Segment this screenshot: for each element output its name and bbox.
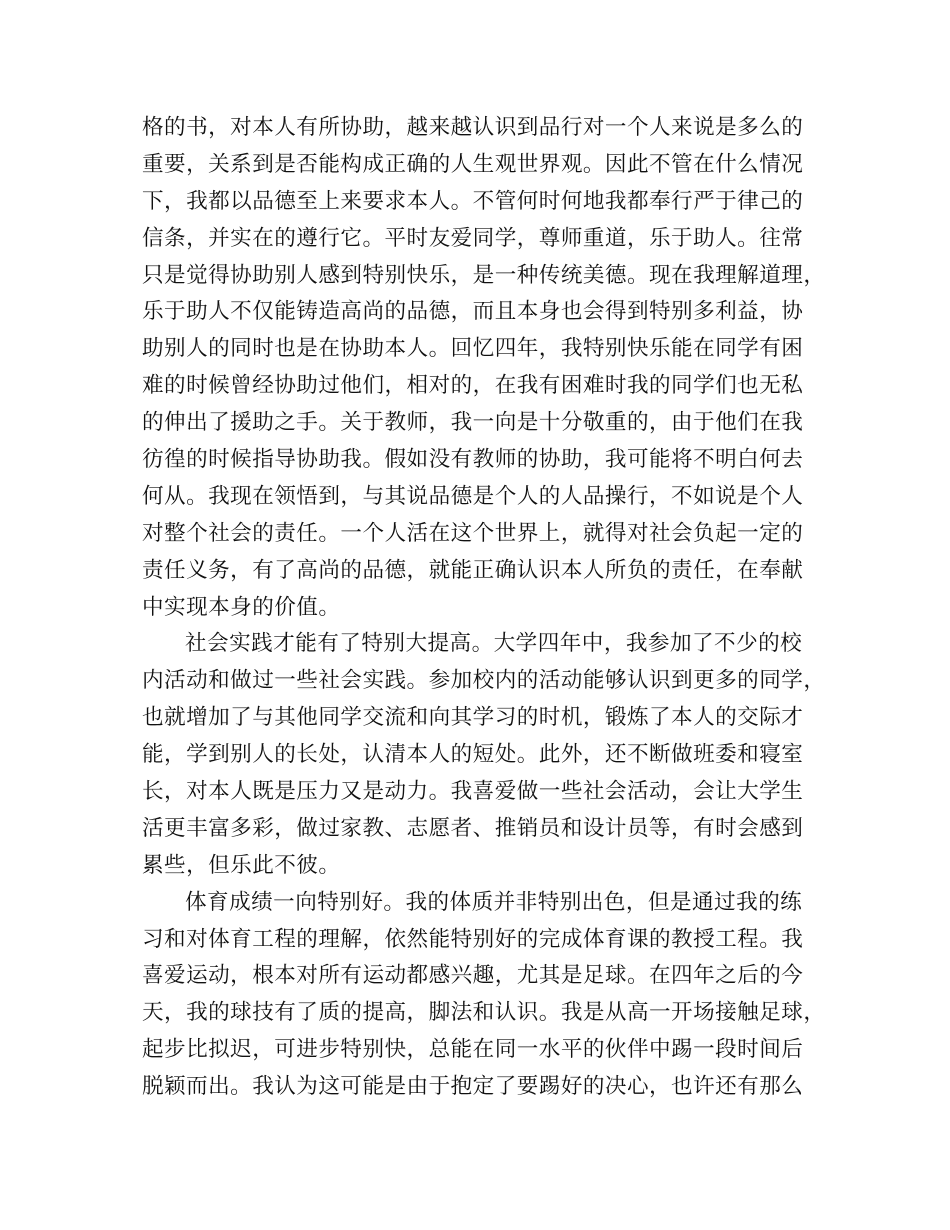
text-line: 下，我都以品德至上来要求本人。不管何时何地我都奉行严于律己的 xyxy=(142,188,804,214)
text-line: 彷徨的时候指导协助我。假如没有教师的协助，我可能将不明白何去 xyxy=(142,447,804,473)
text-line: 起步比拟迟，可进步特别快，总能在同一水平的伙伴中踢一段时间后 xyxy=(142,1037,804,1063)
text-line: 责任义务，有了高尚的品德，就能正确认识本人所负的责任，在奉献 xyxy=(142,557,804,583)
paragraph-start-line: 体育成绩一向特别好。我的体质并非特别出色，但是通过我的练 xyxy=(185,889,803,915)
text-line: 能，学到别人的长处，认清本人的短处。此外，还不断做班委和寝室 xyxy=(142,742,804,768)
text-line: 助别人的同时也是在协助本人。回忆四年，我特别快乐能在同学有困 xyxy=(142,336,804,362)
text-line: 难的时候曾经协助过他们，相对的，在我有困难时我的同学们也无私 xyxy=(142,373,804,399)
paragraph-start-line: 社会实践才能有了特别大提高。大学四年中，我参加了不少的校 xyxy=(185,631,803,657)
text-line: 也就增加了与其他同学交流和向其学习的时机，锻炼了本人的交际才 xyxy=(142,705,804,731)
text-line: 只是觉得协助别人感到特别快乐，是一种传统美德。现在我理解道理， xyxy=(142,262,826,288)
text-line: 累些，但乐此不彼。 xyxy=(142,852,341,878)
body-text xyxy=(142,110,826,1106)
text-line: 乐于助人不仅能铸造高尚的品德，而且本身也会得到特别多利益，协 xyxy=(142,299,804,325)
text-line: 长，对本人既是压力又是动力。我喜爱做一些社会活动，会让大学生 xyxy=(142,779,804,805)
text-line: 对整个社会的责任。一个人活在这个世界上，就得对社会负起一定的 xyxy=(142,520,804,546)
text-line: 习和对体育工程的理解，依然能特别好的完成体育课的教授工程。我 xyxy=(142,926,804,952)
text-line: 信条，并实在的遵行它。平时友爱同学，尊师重道，乐于助人。往常 xyxy=(142,225,804,251)
text-line: 重要，关系到是否能构成正确的人生观世界观。因此不管在什么情况 xyxy=(142,151,804,177)
text-line: 内活动和做过一些社会实践。参加校内的活动能够认识到更多的同学， xyxy=(142,668,826,694)
text-line: 脱颖而出。我认为这可能是由于抱定了要踢好的决心，也许还有那么 xyxy=(142,1074,804,1100)
text-line: 的伸出了援助之手。关于教师，我一向是十分敬重的，由于他们在我 xyxy=(142,410,804,436)
text-line: 中实现本身的价值。 xyxy=(142,594,341,620)
text-line: 天，我的球技有了质的提高，脚法和认识。我是从高一开场接触足球， xyxy=(142,1000,826,1026)
text-line: 喜爱运动，根本对所有运动都感兴趣，尤其是足球。在四年之后的今 xyxy=(142,963,804,989)
text-line: 格的书，对本人有所协助，越来越认识到品行对一个人来说是多么的 xyxy=(142,115,804,140)
text-line: 活更丰富多彩，做过家教、志愿者、推销员和设计员等，有时会感到 xyxy=(142,815,804,841)
text-line: 何从。我现在领悟到，与其说品德是个人的人品操行，不如说是个人 xyxy=(142,483,804,509)
